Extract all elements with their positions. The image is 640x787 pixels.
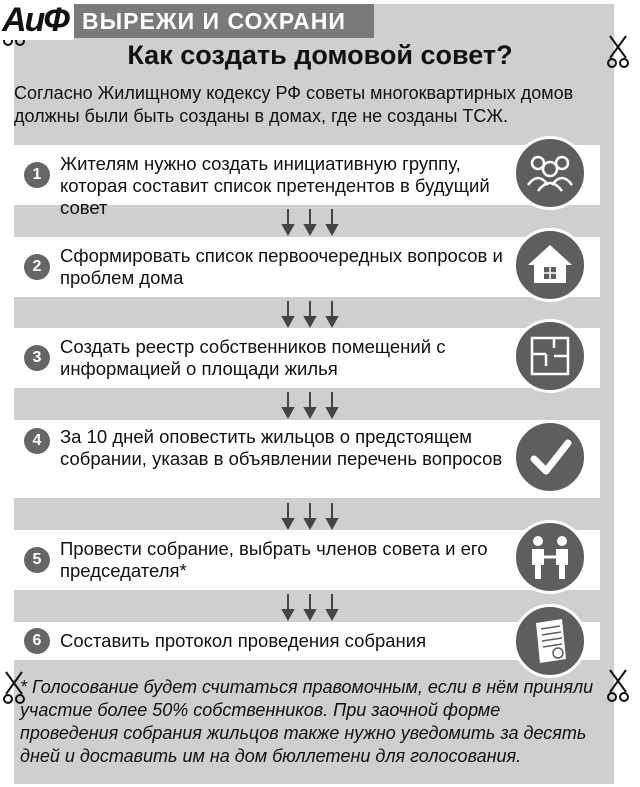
handshake-icon bbox=[513, 520, 587, 594]
document-icon bbox=[513, 604, 587, 678]
step-text: Создать реестр собственников помещений с информацией о площади жилья bbox=[60, 336, 446, 379]
header-title: ВЫРЕЖИ И СОХРАНИ bbox=[82, 8, 346, 34]
step-text: За 10 дней оповестить жильцов о предстоящем собрании, указав в объявлении перечень вопросов bbox=[60, 426, 503, 469]
arrows-icon bbox=[278, 592, 342, 622]
arrows-icon bbox=[278, 207, 342, 237]
step-number: 2 bbox=[24, 254, 50, 280]
house-icon bbox=[513, 228, 587, 302]
step-text: Жителям нужно создать инициативную группу, которая составит список претендентов в будущий совет bbox=[60, 153, 490, 218]
step-number: 6 bbox=[24, 628, 50, 654]
page-title: Как создать домовой совет? bbox=[127, 40, 513, 70]
step-5 bbox=[14, 530, 600, 590]
step-number: 5 bbox=[24, 547, 50, 573]
step-text: Составить протокол проведения собрания bbox=[60, 630, 427, 651]
arrows-icon bbox=[278, 501, 342, 531]
logo: АиФ bbox=[0, 0, 74, 40]
intro-text: Согласно Жилищному кодексу РФ советы многоквартирных домов должны были быть созданы в домах, где не созданы ТСЖ. bbox=[14, 83, 574, 126]
people-group-icon bbox=[513, 136, 587, 210]
step-number: 3 bbox=[24, 345, 50, 371]
footnote: * Голосование будет считаться правомочным, если в нём приняли участие более 50% собственников. При заочной форме проведения собрания жильцов также нужно уведомить за десять дней и доставить им на дом бюллетени для голосования. bbox=[20, 677, 594, 766]
arrows-icon bbox=[278, 299, 342, 329]
arrows-icon bbox=[278, 390, 342, 420]
step-number: 4 bbox=[24, 428, 50, 454]
scissors-icon bbox=[604, 664, 634, 704]
checkmark-icon bbox=[513, 420, 587, 494]
step-number: 1 bbox=[24, 162, 50, 188]
step-text: Сформировать список первоочередных вопросов и проблем дома bbox=[60, 245, 503, 288]
floor-plan-icon bbox=[513, 319, 587, 393]
step-text: Провести собрание, выбрать членов совета и его председателя* bbox=[60, 538, 488, 581]
